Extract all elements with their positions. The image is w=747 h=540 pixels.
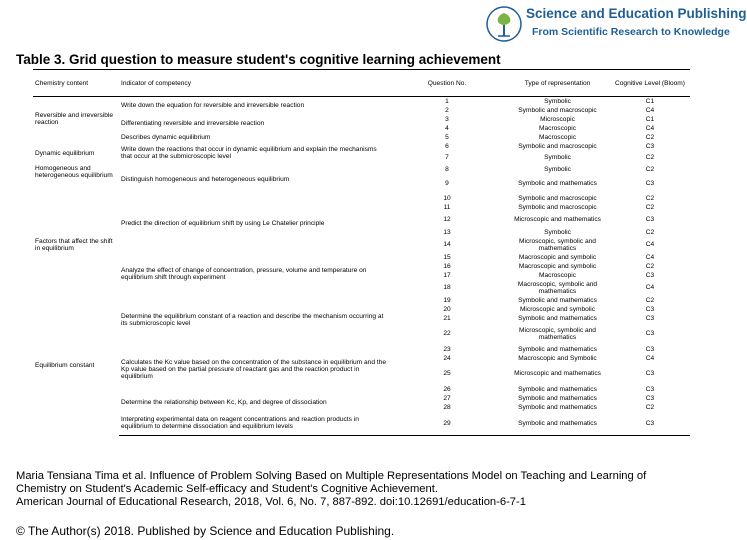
cell-question: 17 [443, 271, 451, 279]
cell-representation: Symbolic and macroscopic [518, 106, 597, 114]
cell-level: C3 [645, 180, 655, 187]
tree-icon [484, 4, 524, 44]
cell-representation: Symbolic [544, 165, 571, 173]
cell-level: C3 [645, 271, 655, 279]
cell-representation: Macroscopic and symbolic [518, 262, 597, 270]
header-question: Question No. [389, 70, 505, 97]
cell-level: C3 [645, 330, 655, 337]
cell-representation: Symbolic and macroscopic [518, 194, 597, 202]
cognitive-grid-table [33, 69, 690, 436]
cell-representation: Macroscopic, symbolic and mathematics [517, 280, 598, 295]
header-level: Cognitive Level (Bloom) [610, 70, 690, 97]
cell-level: C4 [645, 241, 655, 248]
cell-question: 27 [443, 394, 451, 402]
cell-level: C2 [645, 262, 655, 270]
cell-representation: Macroscopic [538, 133, 576, 141]
publisher-tagline: From Scientific Research to Knowledge [532, 26, 730, 38]
cell-representation: Microscopic and mathematics [514, 370, 601, 377]
cell-level: C2 [645, 165, 655, 173]
cell-representation: Macroscopic [538, 271, 576, 279]
cell-question: 7 [445, 154, 449, 161]
cell-representation: Symbolic and mathematics [518, 394, 597, 402]
table-row [33, 253, 690, 262]
cell-question: 12 [443, 216, 451, 223]
cell-question: 9 [445, 180, 449, 187]
cell-level: C2 [645, 203, 655, 211]
cell-representation: Microscopic and mathematics [514, 216, 601, 223]
cell-representation: Symbolic and mathematics [518, 403, 597, 411]
cell-level: C3 [645, 305, 655, 313]
cell-question: 3 [445, 115, 449, 123]
cell-level: C4 [645, 253, 655, 261]
cell-question: 29 [389, 412, 505, 436]
cell-representation: Microscopic and symbolic [519, 305, 596, 313]
table-row [33, 194, 690, 203]
cell-level: C2 [645, 403, 655, 411]
cell-indicator: Distinguish homogeneous and heterogeneous equilibrium [121, 175, 290, 183]
header-representation: Type of representation [505, 70, 610, 97]
cell-level: C4 [645, 106, 655, 114]
cell-indicator: Differentiating reversible and irreversible reaction [121, 120, 265, 127]
cell-level: C4 [645, 354, 655, 362]
cell-level: C2 [645, 296, 655, 304]
cell-representation: Symbolic and mathematics [518, 314, 597, 322]
cell-representation: Symbolic and mathematics [505, 412, 610, 436]
cell-question: 8 [445, 165, 449, 173]
table-row [33, 296, 690, 305]
publisher-logo [484, 4, 747, 44]
header-indicator: Indicator of competency [119, 70, 389, 97]
cell-question: 5 [445, 133, 449, 141]
cell-indicator: Calculates the Kc value based on the concentration of the substance in equilibrium and the Kp value based on the partial pressure of reactant gas and the reaction product in equilibrium [121, 358, 387, 380]
cell-question: 18 [443, 284, 451, 291]
cell-indicator: Analyze the effect of change of concentration, pressure, volume and temperature on equilibrium shift through experiment [121, 267, 367, 281]
cell-representation: Macroscopic and Symbolic [518, 354, 597, 362]
table-header-row [33, 70, 690, 97]
cell-question: 11 [443, 203, 451, 211]
cell-indicator: Determine the relationship between Kc, Kp, and degree of dissociation [121, 399, 327, 406]
citation-line-1: Maria Tensiana Tima et al. Influence of Problem Solving Based on Multiple Representations Model on Teaching and Learning of [16, 470, 647, 482]
cell-level: C3 [645, 314, 655, 322]
table-row [33, 165, 690, 174]
cell-level: C1 [645, 115, 655, 123]
cell-question: 23 [443, 345, 451, 353]
cell-question: 6 [445, 142, 449, 150]
cell-representation: Macroscopic and symbolic [518, 253, 597, 261]
cell-question: 10 [443, 194, 451, 202]
cell-level: C3 [645, 216, 655, 223]
cell-question: 25 [443, 370, 451, 377]
cell-content: Homogeneous and heterogeneous equilibrium [35, 164, 113, 179]
cell-question: 2 [445, 106, 449, 114]
cell-question: 21 [443, 314, 451, 322]
cell-indicator: Describes dynamic equilibrium [121, 133, 211, 141]
header-content: Chemistry content [33, 70, 119, 97]
table-row [33, 394, 690, 403]
cell-level: C3 [645, 370, 655, 377]
cell-level: C3 [645, 345, 655, 353]
citation-line-3: American Journal of Educational Research, 2018, Vol. 6, No. 7, 887-892. doi:10.12691/education-6-7-1 [16, 496, 526, 508]
cell-representation: Symbolic and mathematics [518, 180, 597, 187]
cell-level: C2 [645, 133, 655, 141]
table-row [33, 345, 690, 354]
cell-indicator: Predict the direction of equilibrium shift by using Le Chatelier principle [121, 219, 325, 227]
cell-content: Dynamic equilibrium [35, 149, 95, 157]
cell-question: 19 [443, 296, 451, 304]
cell-indicator: Write down the reactions that occur in dynamic equilibrium and explain the mechanisms that occur at the submicroscopic level [121, 146, 377, 160]
cell-representation: Microscopic, symbolic and mathematics [519, 326, 596, 341]
cell-question: 20 [443, 305, 451, 313]
cell-question: 15 [443, 253, 451, 261]
cell-representation: Symbolic [544, 97, 571, 105]
table-row [33, 412, 690, 436]
cell-question: 24 [443, 354, 451, 362]
cell-indicator: Interpreting experimental data on reagent concentrations and reaction products in equilibrium to determine dissociation and equilibrium levels [119, 412, 389, 436]
cell-question: 13 [443, 228, 451, 236]
cell-representation: Symbolic and mathematics [518, 385, 597, 393]
citation [16, 470, 706, 509]
copyright-notice: © The Author(s) 2018. Published by Science and Education Publishing. [16, 524, 395, 538]
cell-representation: Macroscopic [538, 124, 576, 132]
cell-question: 16 [443, 262, 451, 270]
cell-level: C3 [610, 412, 690, 436]
cell-level: C3 [645, 385, 655, 393]
cell-level: C4 [645, 124, 655, 132]
cell-question: 14 [443, 241, 451, 248]
cell-level: C3 [645, 394, 655, 402]
publisher-name: Science and Education Publishing [526, 6, 747, 21]
cell-representation: Symbolic [544, 228, 571, 236]
cell-level: C4 [645, 284, 655, 291]
citation-line-2: Chemistry on Student's Academic Self-efficacy and Student's Cognitive Achievement. [16, 483, 438, 495]
table-title: Table 3. Grid question to measure student's cognitive learning achievement [16, 52, 501, 67]
cell-level: C3 [645, 142, 655, 150]
table-row [33, 133, 690, 142]
cell-question: 4 [445, 124, 449, 132]
cell-representation: Microscopic [540, 115, 575, 123]
cell-level: C2 [645, 154, 655, 161]
cell-representation: Symbolic and macroscopic [518, 142, 597, 150]
cell-content: Equilibrium constant [35, 362, 95, 369]
cell-question: 28 [443, 403, 451, 411]
cell-representation: Symbolic and mathematics [518, 296, 597, 304]
cell-indicator: Determine the equilibrium constant of a reaction and describe the mechanism occurring at its submicroscopic level [121, 313, 384, 327]
cell-representation: Symbolic and mathematics [518, 345, 597, 353]
cell-question: 26 [443, 385, 451, 393]
cell-question: 1 [445, 97, 449, 105]
table-row [33, 115, 690, 124]
table-row [33, 142, 690, 151]
cell-indicator: Write down the equation for reversible and irreversible reaction [121, 102, 305, 110]
cell-representation: Symbolic [544, 154, 571, 161]
cell-representation: Microscopic, symbolic and mathematics [519, 237, 596, 252]
cell-level: C2 [645, 228, 655, 236]
cell-content: Factors that affect the shift in equilibrium [35, 237, 113, 252]
cell-level: C2 [645, 194, 655, 202]
cell-level: C1 [645, 97, 655, 105]
table-row [33, 97, 690, 106]
cell-question: 22 [443, 330, 451, 337]
cell-representation: Symbolic and macroscopic [518, 203, 597, 211]
cell-content: Reversible and irreversible reaction [35, 112, 114, 127]
